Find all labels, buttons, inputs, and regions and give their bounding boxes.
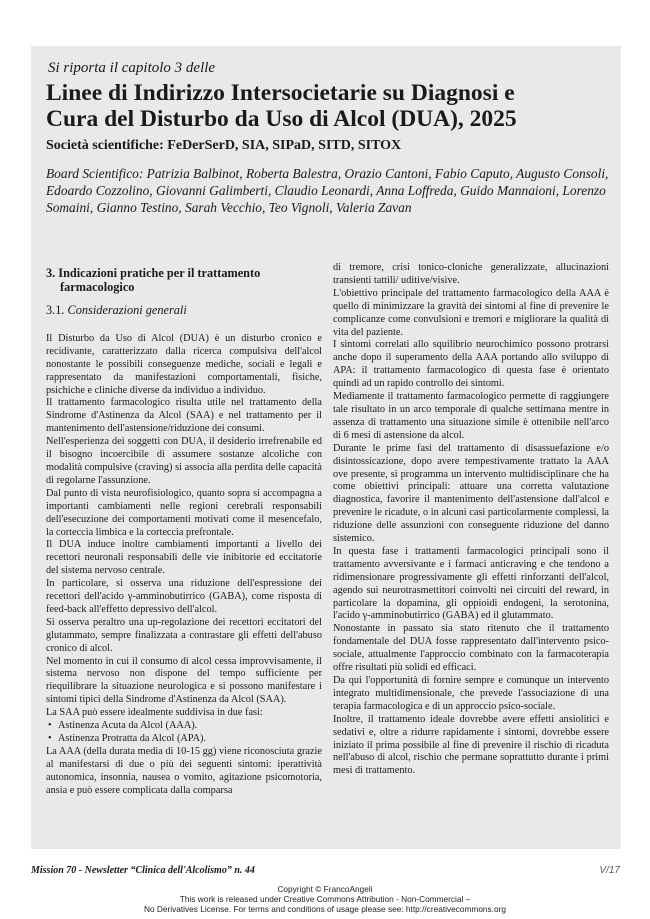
paragraph: La SAA può essere idealmente suddivisa in due fasi:: [46, 707, 263, 719]
paragraph: La AAA (della durata media di 10-15 gg) viene riconosciuta grazie al manifestarsi di due o più dei seguenti sintomi: iperattività autonomica, insonnia, nausea o vomito, agitazione psicomotoria, ansia e può essere complicata dalla comparsa: [46, 745, 322, 796]
title-line-2: Cura del Disturbo da Uso di Alcol (DUA), 2025: [46, 106, 517, 132]
paragraph: In particolare, si osserva una riduzione dell'espressione dei recettori dell'acido γ-amminobutirrico (GABA), come risposta di feed-back all'effetto depressivo dell'alcol.: [46, 578, 322, 615]
title-line-1: Linee di Indirizzo Intersocietarie su Diagnosi e: [46, 80, 515, 106]
copyright-line: Copyright © FrancoAngeli: [277, 884, 373, 894]
left-column: [46, 262, 322, 798]
article-title: [46, 80, 616, 132]
paragraph: Si osserva peraltro una up-regolazione dei recettori eccitatori del glutammato, sempre finalizzata a contrastare gli effetti dell'abuso cronico di alcol.: [46, 616, 322, 654]
scientific-board: Board Scientifico: Patrizia Balbinot, Roberta Balestra, Orazio Cantoni, Fabio Caputo, Augusto Consoli, Edoardo Cozzolino, Giovanni Galimberti, Claudio Leonardi, Anna Loffreda, Guido Mannaioni, Lorenzo Somaini, Gianno Testino, Sarah Vecchio, Teo Vignoli, Valeria Zavan: [46, 166, 609, 215]
section-heading: 3. Indicazioni pratiche per il trattamento farmacologico: [46, 266, 261, 294]
paragraph: Nel momento in cui il consumo di alcol cessa improvvisamente, il sistema nervoso non dispone del tempo sufficiente per riequilibrare la situazione neurologica e si possono manifestare i sintomi tipici della Sindrome d'Astinenza da Alcol (SAA).: [46, 655, 322, 706]
bullet-list: [46, 720, 322, 746]
copyright-notice: [0, 884, 650, 914]
subsection-number: 3.1.: [46, 303, 65, 317]
paragraph: Durante le prime fasi del trattamento di disassuefazione e/o disintossicazione, dopo avere tempestivamente trattato la AAA ove presente, si programma un intervento multidisciplinare che ha come obiettivi principali: attuare una corretta valutazione diagnostica, favorire il mantenimento dell'astensione dall'alcol e prevenire le ricadute, o in alcuni casi particolarmente complessi, la riduzione delle assunzioni con conseguente riduzione del danno sistemico.: [333, 442, 609, 545]
right-column: [333, 262, 609, 778]
bullet-item: • Astinenza Protratta da Alcol (APA).: [58, 733, 322, 746]
paragraph: In questa fase i trattamenti farmacologici principali sono il trattamento avversivante e i farmaci anticraving e che tendono a ridimensionare progressivamente gli effetti rinforzanti dell'alcol, agendo sui neurotrasmettitori coinvolti nei circuiti del reward, in particolare la dopamina, gli oppioidi endogeni, la serotonina, l'acido γ-amminobutirrico (GABA) ed il glutammato.: [333, 545, 609, 622]
paragraph: Il DUA induce inoltre cambiamenti importanti a livello dei recettori neuronali responsabili delle vie inibitorie ed eccitatorie del sistema nervoso centrale.: [46, 539, 322, 577]
paragraph: Dal punto di vista neurofisiologico, quanto sopra si accompagna a importanti cambiamenti nelle regioni cerebrali responsabili dell'esecuzione dei comportamenti motivati come il mesencefalo, la corteccia limbica e la corteccia prefrontale.: [46, 487, 322, 538]
paragraph: Nonostante in passato sia stato ritenuto che il trattamento fondamentale del DUA fosse rappresentato dall'intervento psico-sociale, attualmente l'approccio combinato con la farmacoterapia offre risultati più solidi ed efficaci.: [333, 623, 609, 674]
paragraph: L'obiettivo principale del trattamento farmacologico della AAA è quello di minimizzare la gravità dei sintomi al fine di prevenire le complicanze come convulsioni e tremori e migliorare la qualità di vita del paziente.: [333, 287, 609, 338]
paragraph: Nell'esperienza dei soggetti con DUA, il desiderio irrefrenabile ed il bisogno incoercibile di assumere sostanze alcoliche con modalità compulsive (craving) si associa alla perdita delle capacità di regolarne l'assunzione.: [46, 436, 322, 486]
paragraph: Il trattamento farmacologico risulta utile nel trattamento della Sindrome d'Astinenza da Alcol (SAA) e nel trattamento per il mantenimento dell'astensione/riduzione dei consumi.: [46, 397, 322, 435]
paragraph: Il Disturbo da Uso di Alcol (DUA) è un disturbo cronico e recidivante, caratterizzato dalla ricerca compulsiva dell'alcol nonostante le possibili conseguenze mediche, sociali e legali e rappresentato da manifestazioni comportamentali, fisiche, psichiche e cliniche diverse da individuo a individuo.: [46, 332, 322, 396]
intro-line: Si riporta il capitolo 3 delle: [48, 60, 216, 76]
page-number: V/17: [599, 865, 620, 876]
subsection-heading: [46, 304, 322, 317]
paragraph: Mediamente il trattamento farmacologico permette di raggiungere tale risultato in un arco temporale di qualche settimana mentre in assenza di trattamento una situazione simile è ottenibile nell'arco di 6 mesi di astensione da alcol.: [333, 391, 609, 441]
bullet-item: • Astinenza Acuta da Alcol (AAA).: [58, 720, 322, 733]
paragraph: Inoltre, il trattamento ideale dovrebbe avere effetti ansiolitici e sedativi e, oltre a ridurre rapidamente i sintomi, dovrebbe essere iniziato il prima possibile al fine di prevenire il rischio di ricaduta nell'abuso di alcol, rischio che permane soprattutto durante i primi mesi di trattamento.: [333, 713, 609, 777]
subsection-title: Considerazioni generali: [67, 303, 187, 317]
paragraph: Da qui l'opportunità di fornire sempre e comunque un intervento integrato multidimensionale, che prevede l'associazione di una terapia farmacologica e di un approccio psico-sociale.: [333, 675, 609, 712]
license-line: This work is released under Creative Commons Attribution - Non-Commercial –: [179, 894, 471, 904]
paragraph: di tremore, crisi tonico-cloniche generalizzate, allucinazioni transienti tattili/ uditive/visive.: [333, 262, 609, 286]
footer-source: Mission 70 - Newsletter “Clinica dell'Alcolismo” n. 44: [31, 865, 255, 876]
societies: Società scientifiche: FeDerSerD, SIA, SIPaD, SITD, SITOX: [46, 138, 402, 153]
paragraph: I sintomi correlati allo squilibrio neurochimico possono protrarsi anche dopo il superamento della AAA portando allo sviluppo di APA: il trattamento farmacologico di questa fase è orientato quindi ad un rapido controllo dei sintomi.: [333, 339, 609, 390]
license-line: No Derivatives License. For terms and conditions of usage please see: http://creativecommons.org: [143, 904, 506, 914]
